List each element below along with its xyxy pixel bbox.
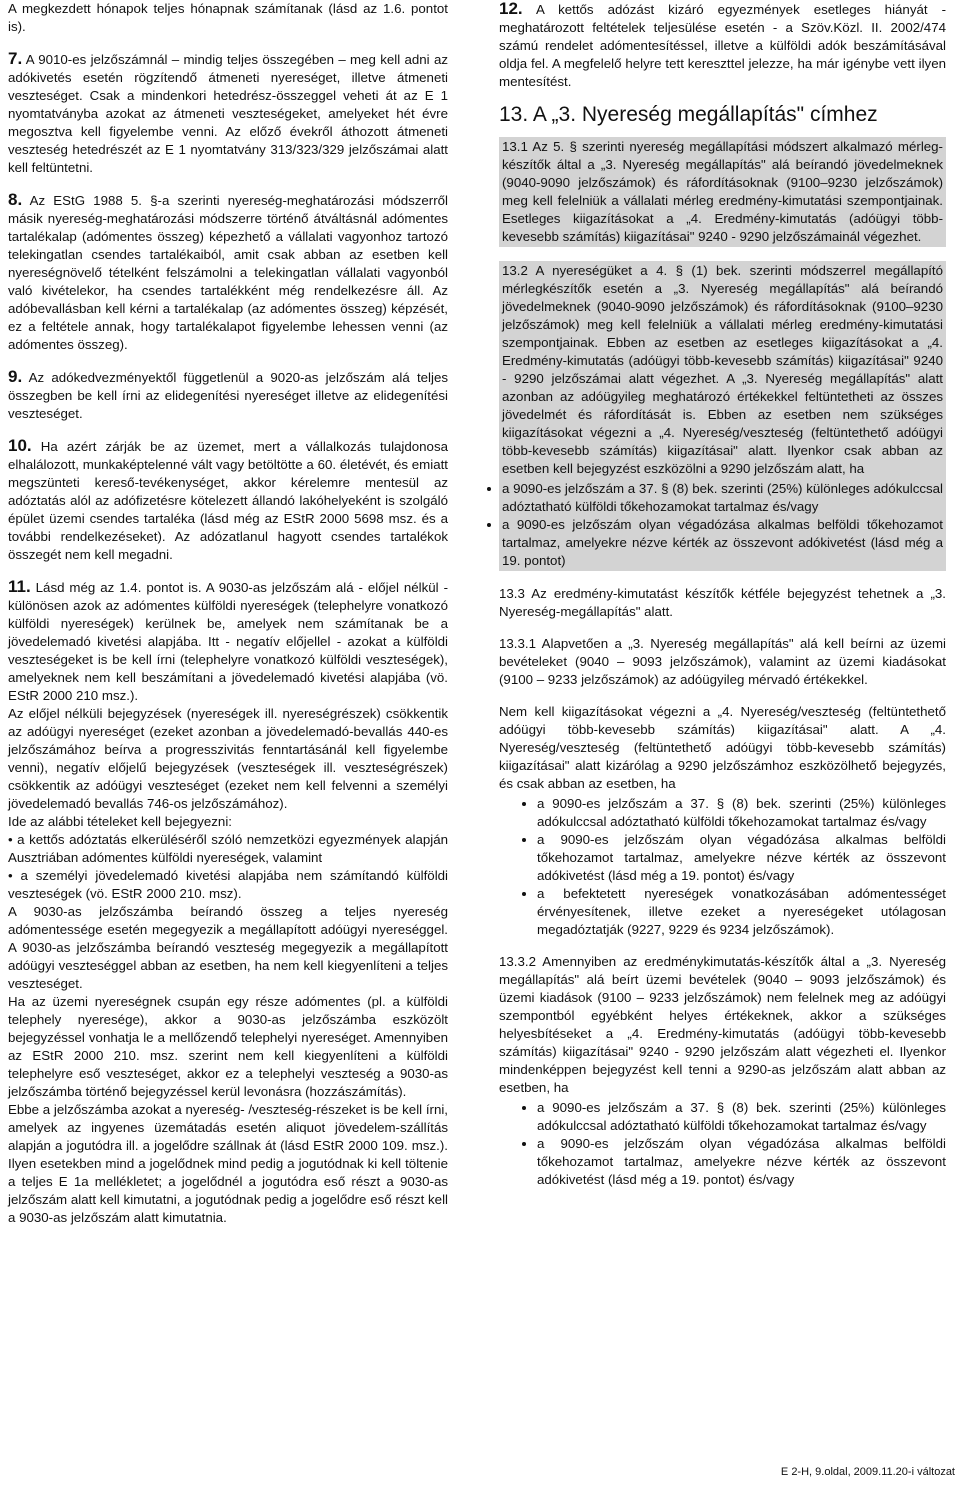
left-column	[8, 0, 448, 1227]
section-11-para-4: • a személyi jövedelemadó kivetési alapjába nem számítandó külföldi veszteségek (vö. EStR 2000 210. msz).	[8, 868, 448, 901]
section-7-text: A 9010-es jelzőszámnál – mindig teljes összegében – meg kell adni az adókivetés esetén rögzítendő átmeneti nyereséget, illetve átmeneti veszteséget. Csak a mindenkori hetedrész-összeggel veheti át az E 1 nyomtatványba azokat az átmeneti veszteségeket, amelyeket hét évre megosztva kell figyelembe venni. Az előző évekről áthozott átmeneti veszteség hetedrészét az E 1 nyomtatvány 313/323/329 jelzőszámai alatt kell feltüntetni.	[8, 52, 448, 175]
section-13-2-list	[499, 479, 946, 571]
section-13-3-2-list	[499, 1099, 946, 1189]
section-11-para-1: Az előjel nélküli bejegyzések (nyereségek ill. nyereségrészek) csökkentik az adóügyi nyereséget (ezeket azonban a jövedelemadó-bevallás 440-es jelzőszámához beírva a progresszivitás fenntartásánál kell figyelembe venni), negatív előjelű bejegyzések (veszteségek ill. veszteségrészek) csökkentik az adóügyi veszteséget (ezeket nem kell felvenni a személyi jövedelemadó bevallás 746-os jelzőszámához).	[8, 706, 448, 811]
intro-paragraph: A megkezdett hónapok teljes hónapnak számítanak (lásd az 1.6. pontot is).	[8, 1, 448, 34]
section-12-text: A kettős adózást kizáró egyezmények esetleges hiányát - meghatározott feltételek teljesülése esetén - a Szöv.Közl. II. 2002/474 számú rendelet adómentesítéssel, illetve a külföldi adók beszámításával oldja fel. A megfelelő helyre tett kereszttel jelezze, ha már igénybe vett ilyen mentesítést.	[499, 2, 946, 89]
list-item: • a 9090-es jelzőszám a 37. § (8) bek. szerinti (25%) különleges adókulccsal adóztatható külföldi tőkehozamokat tartalmaz és/vagy	[537, 795, 946, 831]
list-item: • a 9090-es jelzőszám olyan végadózása alkalmas belföldi tőkehozamot tartalmaz, amelyekre nézve kérték az összevont adókivetést (lásd még a 19. pontot)	[502, 516, 943, 570]
section-13-3-2: 13.3.2 Amennyiben az eredménykimutatás-készítők által a „3. Nyereség megállapítás" alá beírt üzemi bevételek (9040 – 9093 jelzőszámok) és üzemi kiadások (9100 – 9233 jelzőszámok) nem felelnek meg az adóügyi szempontból egyébként helyes értékeknek, akkor a szükséges helyesbítéseket a „4. Eredmény-kimutatás (adóügyi több-kevesebb számítás) kiigazításai" 9240 - 9290 jelzőszám alatt végezheti el. Ilyenkor mindenképpen bejegyzést kell tenni a 9290-as jelzőszám alatt abban az esetben, ha	[499, 954, 946, 1095]
list-item: • a 9090-es jelzőszám olyan végadózása alkalmas belföldi tőkehozamot tartalmaz, amelyekre nézve kérték az összevont adókivetést (lásd még a 19. pontot) és/vagy	[537, 831, 946, 885]
section-13-3: 13.3 Az eredmény-kimutatást készítők kétféle bejegyzést tehetnek a „3. Nyereség-megállapítás" alatt.	[499, 586, 946, 619]
section-11-para-7: Ebbe a jelzőszámba azokat a nyereség- /veszteség-részeket is be kell írni, amelyek az ingyenes üzemátadás esetén aliquot jövedelem-szállítás alapján a jogutódra ill. a jogelődre szállnak át (lásd EStR 2000 109. msz.). Ilyen esetekben mind a jogelődnek mind pedig a jogutódnak ki kell töltenie a teljes E 1a mellékletet; a jogelődnél a jogutódra eső részt a 9030-as jelzőszám alatt kell kimutatni, a jogutódnak pedig a jogelődre eső részt kell a 9030-as jelzőszám alatt kimutatnia.	[8, 1102, 448, 1225]
section-10-text: Ha azért zárják be az üzemet, mert a vállalkozás tulajdonosa elhalálozott, munkaképtelenné vált vagy betöltötte a 60. életévét, és emiatt megszünteti kereső-tevékenységet, akkor kérelemre mentesül az adóztatás alól az adófizetésre kötelezett állandó lakóhelyeként is szolgáló épület üzemi csendes tartaléka (lásd még az EStR 2000 5698 msz. és a további rendelkezéseket). Az adózatlanul hagyott csendes tartalékok összegét nem kell megadni.	[8, 439, 448, 562]
section-9	[8, 368, 448, 423]
section-13-2: 13.2 A nyereségüket a 4. § (1) bek. szerinti módszerrel megállapító mérlegkészítők esetén a „3. Nyereség megállapítás" alá beírandó jövedelmeknek (9040-9090 jelzőszámok) és ráfordításoknak (9100–9230 jelzőszámok) meg kell felelniük a vállalati mérleg eredmény-kimutatási szempontjainak. Ebben az esetben az esetleges kiigazításokat a „4. Eredmény-kimutatás (adóügyi több-kevesebb számítás) kiigazításai" 9240 - 9290 jelzőszámai alatt végezhet. A „3. Nyereség megállapítás" alatt azonban az adóügyileg meghatározó értékekkel feltüntetheti az összes jövedelmét és ráfordítását is. Ebben az esetben nem szükséges kiigazításokat végezni a „4. Nyereség/veszteség (feltüntethető adóügyi több-kevesebb számítás) kiigazításai" alatt. Ilyenkor csak abban az esetben kell bejegyzést eszközölni a 9290 jelzőszám alatt, ha	[499, 261, 946, 479]
section-8-text: Az EStG 1988 5. §-a szerinti nyereség-meghatározási módszerről másik nyereség-meghatározási módszerre történő átváltásnál adómentes tartalékalap (adómentes összeg) képezhető a vállalati vagyonhoz tartozó telekingatlan csendes tartalékaiból, amit csak abban az esetben kell nyereségnövelő tételként felszámolni a telekingatlan vállalati vagyonból való kivételekor, ha csendes tartalékként még rendelkezésre áll. Az adóbevallásban kell kérni a tartalékalap (az adómentes összeg) képzését, ez a feltétele annak, hogy tartalékalapot figyelembe lehessen venni (az adómentes összeg).	[8, 193, 449, 352]
list-item: • a 9090-es jelzőszám olyan végadózása alkalmas belföldi tőkehozamot tartalmaz, amelyekre nézve kérték az összevont adókivetést (lásd még a 19. pontot) és/vagy	[537, 1135, 946, 1189]
section-9-number: 9.	[8, 367, 23, 386]
section-9-text: Az adókedvezményektől függetlenül a 9020-as jelzőszám alá teljes összegben be kell írni az elidegenítési nyereséget illetve az elidegenítési veszteséget.	[8, 370, 448, 421]
section-13-3-1b: Nem kell kiigazításokat végezni a „4. Nyereség/veszteség (feltüntethető adóügyi több-kevesebb számítás) kiigazításai" alatt. A „4. Nyereség/veszteség (feltüntethető adóügyi több-kevesebb számítás) kiigazításai" alatt kizárólag a 9290 jelzőszámhoz eszközölhető bejegyzés, és csak abban az esetben, ha	[499, 704, 946, 791]
section-11-text-0: Lásd még az 1.4. pontot is. A 9030-as jelzőszám alá - előjel nélkül - különösen azok az adómentes külföldi nyereségek (telephelyre vonatkozó külföldi nyereségek) kerülnek be, amelyek nem számítanak be a jövedelemadó kivetési alapjába. Itt - negatív előjellel - azokat a külföldi veszteségeket is be kell írni (telephelyre vonatkozó külföldi veszteségek), amelyeknek nem kell beszámítani a jövedelemadó kivetési alapjába (vö. EStR 2000 210 msz.).	[8, 580, 448, 703]
section-12	[499, 0, 946, 91]
section-13-3-1b-list	[499, 795, 946, 939]
section-13-heading: 13. A „3. Nyereség megállapítás" címhez	[499, 103, 878, 126]
section-11-number: 11.	[8, 577, 31, 596]
section-7	[8, 50, 448, 177]
section-13-3-1: 13.3.1 Alapvetően a „3. Nyereség megállapítás" alá kell beírni az üzemi bevételeket (9040 – 9093 jelzőszámok), valamint az üzemi kiadásokat (9100 – 9233 jelzőszámok) az adóügyileg mérvadó értékekkel.	[499, 636, 946, 687]
section-11-para-2: Ide az alábbi tételeket kell bejegyezni:	[8, 814, 232, 829]
section-8-number: 8.	[8, 190, 23, 209]
section-13-1: 13.1 Az 5. § szerinti nyereség megállapítási módszert alkalmazó mérleg-készítők által a „3. Nyereség megállapítás" alá beírandó jövedelmeknek (9040-9090 jelzőszámok) és ráfordításoknak (9100–9230 jelzőszámok) meg kell felelniük a vállalati mérleg eredmény-kimutatási szempontjainak. Esetleges kiigazításokat a „4. Eredmény-kimutatás (adóügyi több-kevesebb számítás) kiigazításai" 9240 - 9290 jelzőszámainál végezhet.	[499, 137, 946, 247]
section-8	[8, 191, 448, 354]
section-11-para-3: • a kettős adóztatás elkerüléséről szóló nemzetközi egyezmények alapján Ausztriában adómentes külföldi nyereségek, valamint	[8, 832, 448, 865]
list-item: • a 9090-es jelzőszám a 37. § (8) bek. szerinti (25%) különleges adókulccsal adóztatható külföldi tőkehozamokat tartalmaz és/vagy	[537, 1099, 946, 1135]
section-7-number: 7.	[8, 49, 23, 68]
section-11-para-5: A 9030-as jelzőszámba beírandó összeg a teljes nyereség adómentessége esetén megegyezik a megállapított adóügyi nyereséggel. A 9030-as jelzőszámba beírandó veszteség megegyezik a megállapított adóügyi veszteséggel abban az esetben, ha nem kell kiegyenlíteni a teljes veszteséget.	[8, 904, 448, 991]
right-column	[499, 0, 946, 1189]
section-12-number: 12.	[499, 0, 523, 18]
section-10	[8, 437, 448, 564]
section-10-number: 10.	[8, 436, 32, 455]
list-item: • a befektetett nyereségek vonatkozásában adómentességet érvényesítenek, illetve ezeket a nyereségeket utólagosan megadóztatják (9227, 9229 és 9234 jelzőszámok).	[537, 885, 946, 939]
page-footer: E 2-H, 9.oldal, 2009.11.20-i változat	[780, 1466, 955, 1478]
section-11-first	[8, 578, 448, 705]
list-item: • a 9090-es jelzőszám a 37. § (8) bek. szerinti (25%) különleges adókulccsal adóztatható külföldi tőkehozamokat tartalmaz és/vagy	[502, 480, 943, 516]
section-11-para-6: Ha az üzemi nyereségnek csupán egy része adómentes (pl. a külföldi telephely nyeresége), akkor a 9030-as jelzőszámba eszközölt bejegyzéssel vonhatja le a mellőzendő telephelyi nyereséget. Amennyiben az EStR 2000 210. msz. szerint nem kell kiegyenlíteni a külföldi telephelyre eső veszteséget, akkor ez a telephelyi veszteség a 9030-as jelzőszámba történő bejegyzéssel kerül levonásra (hozzászámítás).	[8, 994, 448, 1099]
